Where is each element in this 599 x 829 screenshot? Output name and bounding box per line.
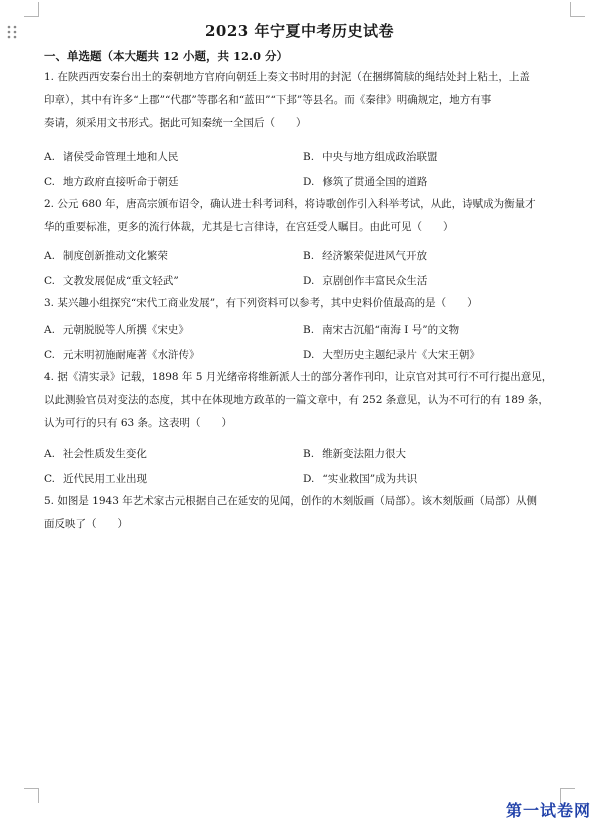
question-4-option-b[interactable]: B. 维新变法阻力很大 [303,448,407,460]
site-watermark: 第一试卷网 [505,801,591,820]
section-heading: 一、单选题（本大题共 12 小题，共 12.0 分） [44,49,289,63]
question-3-option-c[interactable]: C. 元末明初施耐庵著《水浒传》 [44,349,200,361]
page-title: 2023 年宁夏中考历史试卷 [205,22,394,40]
question-3-stem [44,292,564,315]
question-line: 华的重要标准，更多的流行体裁，尤其是七言律诗，在宫廷受人瞩目。由此可见（ ） [44,221,454,233]
question-4-option-a[interactable]: A. 社会性质发生变化 [44,448,147,460]
question-4-stem [44,366,564,435]
question-1-option-d[interactable]: D. 修筑了贯通全国的道路 [303,176,428,188]
question-2-stem [44,193,564,239]
question-5-stem [44,490,564,536]
question-3-option-d[interactable]: D. 大型历史主题纪录片《大宋王朝》 [303,349,480,361]
question-4-option-d[interactable]: D. “实业救国”成为共识 [303,473,418,485]
question-1-option-a[interactable]: A. 诸侯受命管理土地和人民 [44,151,179,163]
question-line: 认为可行的只有 63 条。这表明（ ） [44,417,233,429]
question-2-option-a[interactable]: A. 制度创新推动文化繁荣 [44,250,168,262]
question-4-option-c[interactable]: C. 近代民用工业出现 [44,473,147,485]
question-line: 以此测验官员对变法的态度，其中在体现地方政革的一篇文章中，有 252 条意见，认为不可行的有 189 条， [44,394,549,406]
question-1-option-b[interactable]: B. 中央与地方组成政治联盟 [303,151,438,163]
page-corner-mark [24,788,39,803]
question-line: 奏请，须采用文书形式。据此可知秦统一全国后（ ） [44,117,307,129]
question-line: 1. 在陕西西安秦台出土的秦朝地方官府向朝廷上奏文书时用的封泥（在捆绑简牍的绳结处封上粘土，上盖 [44,71,530,83]
question-line: 4. 据《清实录》记载，1898 年 5 月光绪帝将维新派人士的部分著作刊印，让京官对其可行不可行提出意见， [44,371,553,383]
question-1-stem [44,66,564,135]
question-line: 印章），其中有许多“上郡”“代郡”等郡名和“蓝田”“下邽”等县名。而《秦律》明确规定，地方有事 [44,94,492,106]
page-corner-mark [24,2,39,17]
question-line: 5. 如图是 1943 年艺术家古元根据自己在延安的见闻，创作的木刻版画（局部）。该木刻版画（局部）从侧 [44,495,538,507]
question-line: 面反映了（ ） [44,518,128,530]
question-line: 3. 某兴趣小组探究“宋代工商业发展”，有下列资料可以参考，其中史料价值最高的是（ ） [44,297,478,309]
question-3-option-a[interactable]: A. 元朝脱脱等人所撰《宋史》 [44,324,189,336]
question-3-option-b[interactable]: B. 南宋古沉船“南海 I 号”的文物 [303,324,460,336]
question-2-option-c[interactable]: C. 文教发展促成“重文轻武” [44,275,179,287]
page-corner-mark [570,2,585,17]
question-2-option-b[interactable]: B. 经济繁荣促进风气开放 [303,250,428,262]
question-2-option-d[interactable]: D. 京剧创作丰富民众生活 [303,275,428,287]
question-1-option-c[interactable]: C. 地方政府直接听命于朝廷 [44,176,179,188]
question-line: 2. 公元 680 年，唐高宗颁布诏令，确认进士科考词科，将诗歌创作引入科举考试，从此，诗赋成为衡量才 [44,198,536,210]
